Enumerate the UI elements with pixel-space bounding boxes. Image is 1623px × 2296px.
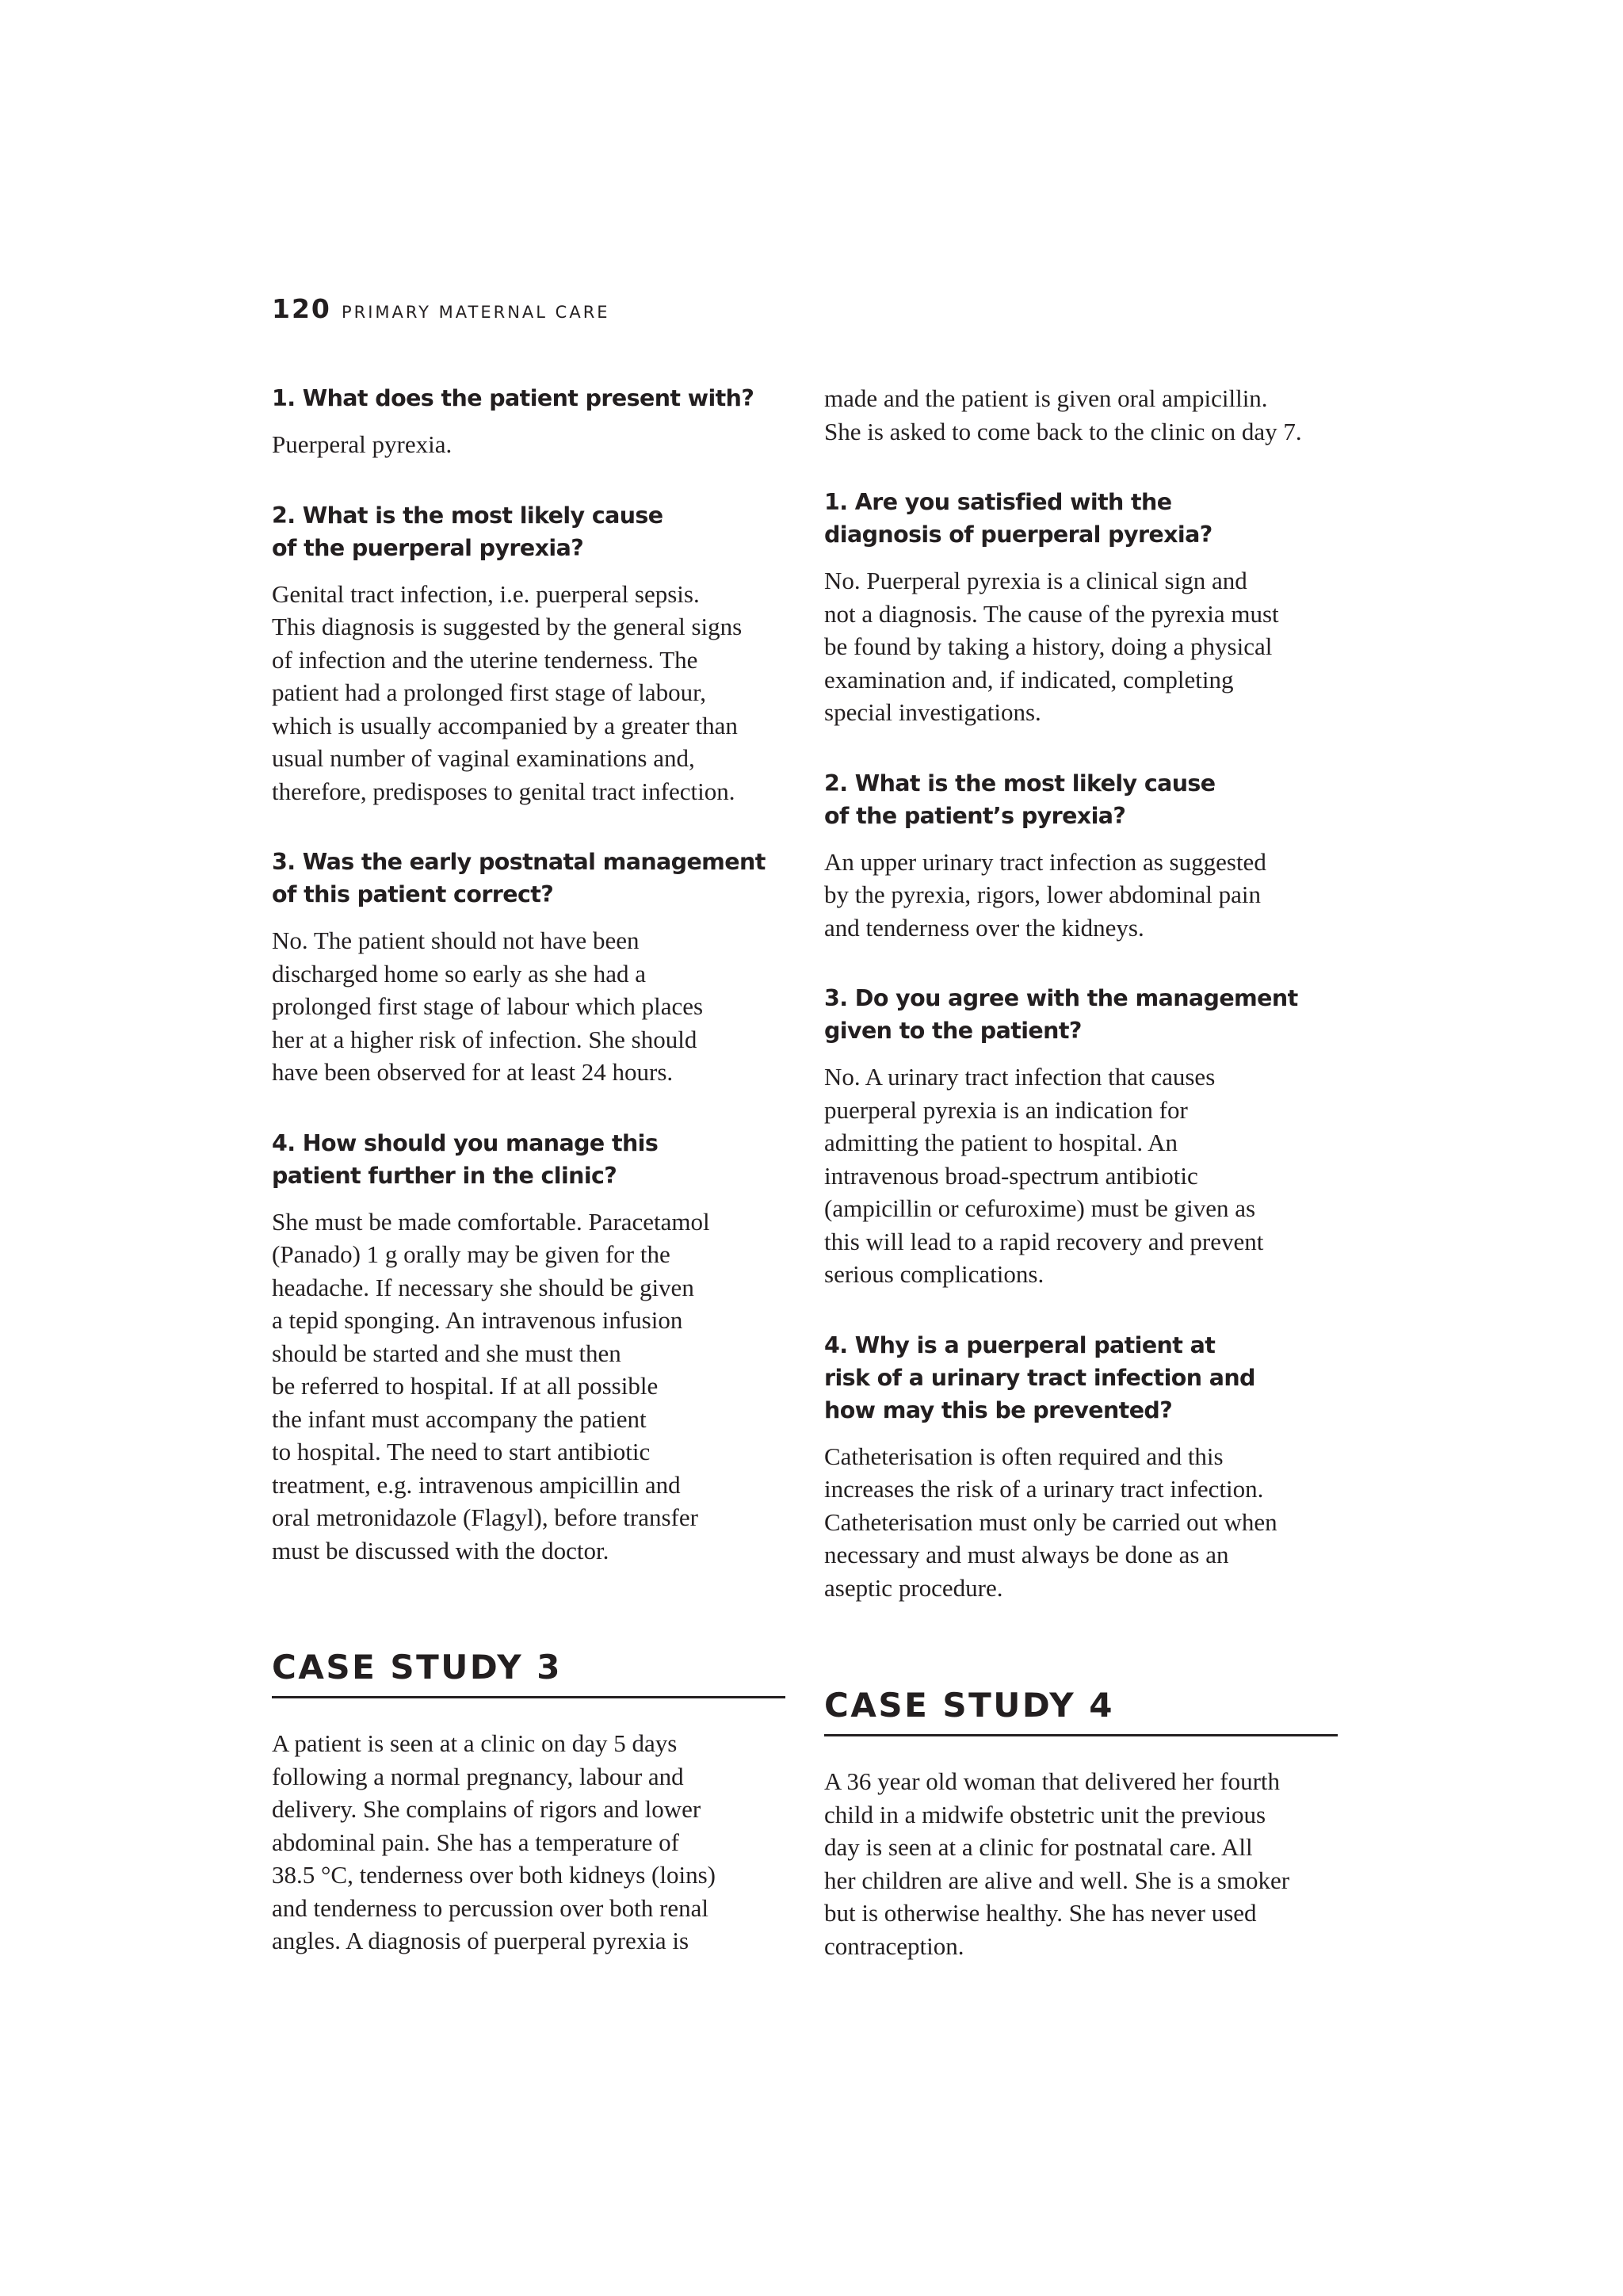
question-heading: 4. Why is a puerperal patient at risk of a urinary tract infection and how may this be prevented? (824, 1331, 1255, 1423)
answer-text: Puerperal pyrexia. (272, 430, 453, 458)
answer-text: No. Puerperal pyrexia is a clinical sign and not a diagnosis. The cause of the pyrexia must be found by taking a history, doing a physical examination and, if indicated, completing special investigations. (824, 567, 1279, 726)
question-heading: 1. What does the patient present with? (272, 385, 754, 411)
case-study-title: CASE STUDY 3 (272, 1647, 785, 1698)
case-study-4 (824, 1685, 1338, 1962)
right-column (824, 382, 1338, 1642)
book-title: PRIMARY MATERNAL CARE (341, 303, 610, 322)
page-number: 120 (272, 293, 331, 324)
case-study-body: A patient is seen at a clinic on day 5 days following a normal pregnancy, labour and delivery. She complains of rigors and lower abdominal pain. She has a temperature of 38.5 °C, tenderness over both kidneys (loins) and tenderness to percussion over both renal angles. A diagnosis of puerperal pyrexia is (272, 1729, 716, 1954)
question-heading: 4. How should you manage this patient further in the clinic? (272, 1129, 659, 1189)
question-heading: 2. What is the most likely cause of the patient’s pyrexia? (824, 770, 1216, 829)
answer-text: She must be made comfortable. Paracetamol (Panado) 1 g orally may be given for the headache. If necessary she should be given a tepid sponging. An intravenous infusion should be started and she must then be referred to hospital. If at all possible the infant must accompany the patient to hospital. The need to start antibiotic treatment, e.g. intravenous ampicillin and oral metronidazole (Flagyl), before transfer must be discussed with the doctor. (272, 1207, 710, 1564)
answer-text: An upper urinary tract infection as suggested by the pyrexia, rigors, lower abdominal pain and tenderness over the kidneys. (824, 847, 1266, 942)
answer-text: Genital tract infection, i.e. puerperal sepsis. This diagnosis is suggested by the general signs of infection and the uterine tenderness. The patient had a prolonged first stage of labour, which is usually accompanied by a greater than usual number of vaginal examinations and, therefore, predisposes to genital tract infection. (272, 579, 743, 805)
case-study-title: CASE STUDY 4 (824, 1685, 1338, 1736)
answer-text: No. The patient should not have been discharged home so early as she had a prolonged first stage of labour which places her at a higher risk of infection. She should have been observed for at least 24 hours. (272, 926, 704, 1086)
question-heading: 3. Was the early postnatal management of this patient correct? (272, 849, 766, 907)
continuation-text: made and the patient is given oral ampicillin. She is asked to come back to the clinic on day 7. (824, 384, 1302, 445)
left-column (272, 382, 785, 1605)
case-study-body: A 36 year old woman that delivered her fourth child in a midwife obstetric unit the previous day is seen at a clinic for postnatal care. All her children are alive and well. She is a smoker but is otherwise healthy. She has never used contraception. (824, 1767, 1290, 1960)
question-heading: 1. Are you satisfied with the diagnosis of puerperal pyrexia? (824, 489, 1212, 548)
answer-text: Catheterisation is often required and this increases the risk of a urinary tract infection. Catheterisation must only be carried out when necessary and must always be done as an aseptic procedure. (824, 1442, 1277, 1602)
case-study-3 (272, 1647, 785, 1958)
answer-text: No. A urinary tract infection that causes puerperal pyrexia is an indication for admitting the patient to hospital. An intravenous broad-spectrum antibiotic (ampicillin or cefuroxime) must be given as this will lead to a rapid recovery and prevent serious complications. (824, 1063, 1264, 1288)
running-head (272, 293, 610, 324)
question-heading: 3. Do you agree with the management given to the patient? (824, 985, 1298, 1044)
question-heading: 2. What is the most likely cause of the puerperal pyrexia? (272, 502, 663, 561)
